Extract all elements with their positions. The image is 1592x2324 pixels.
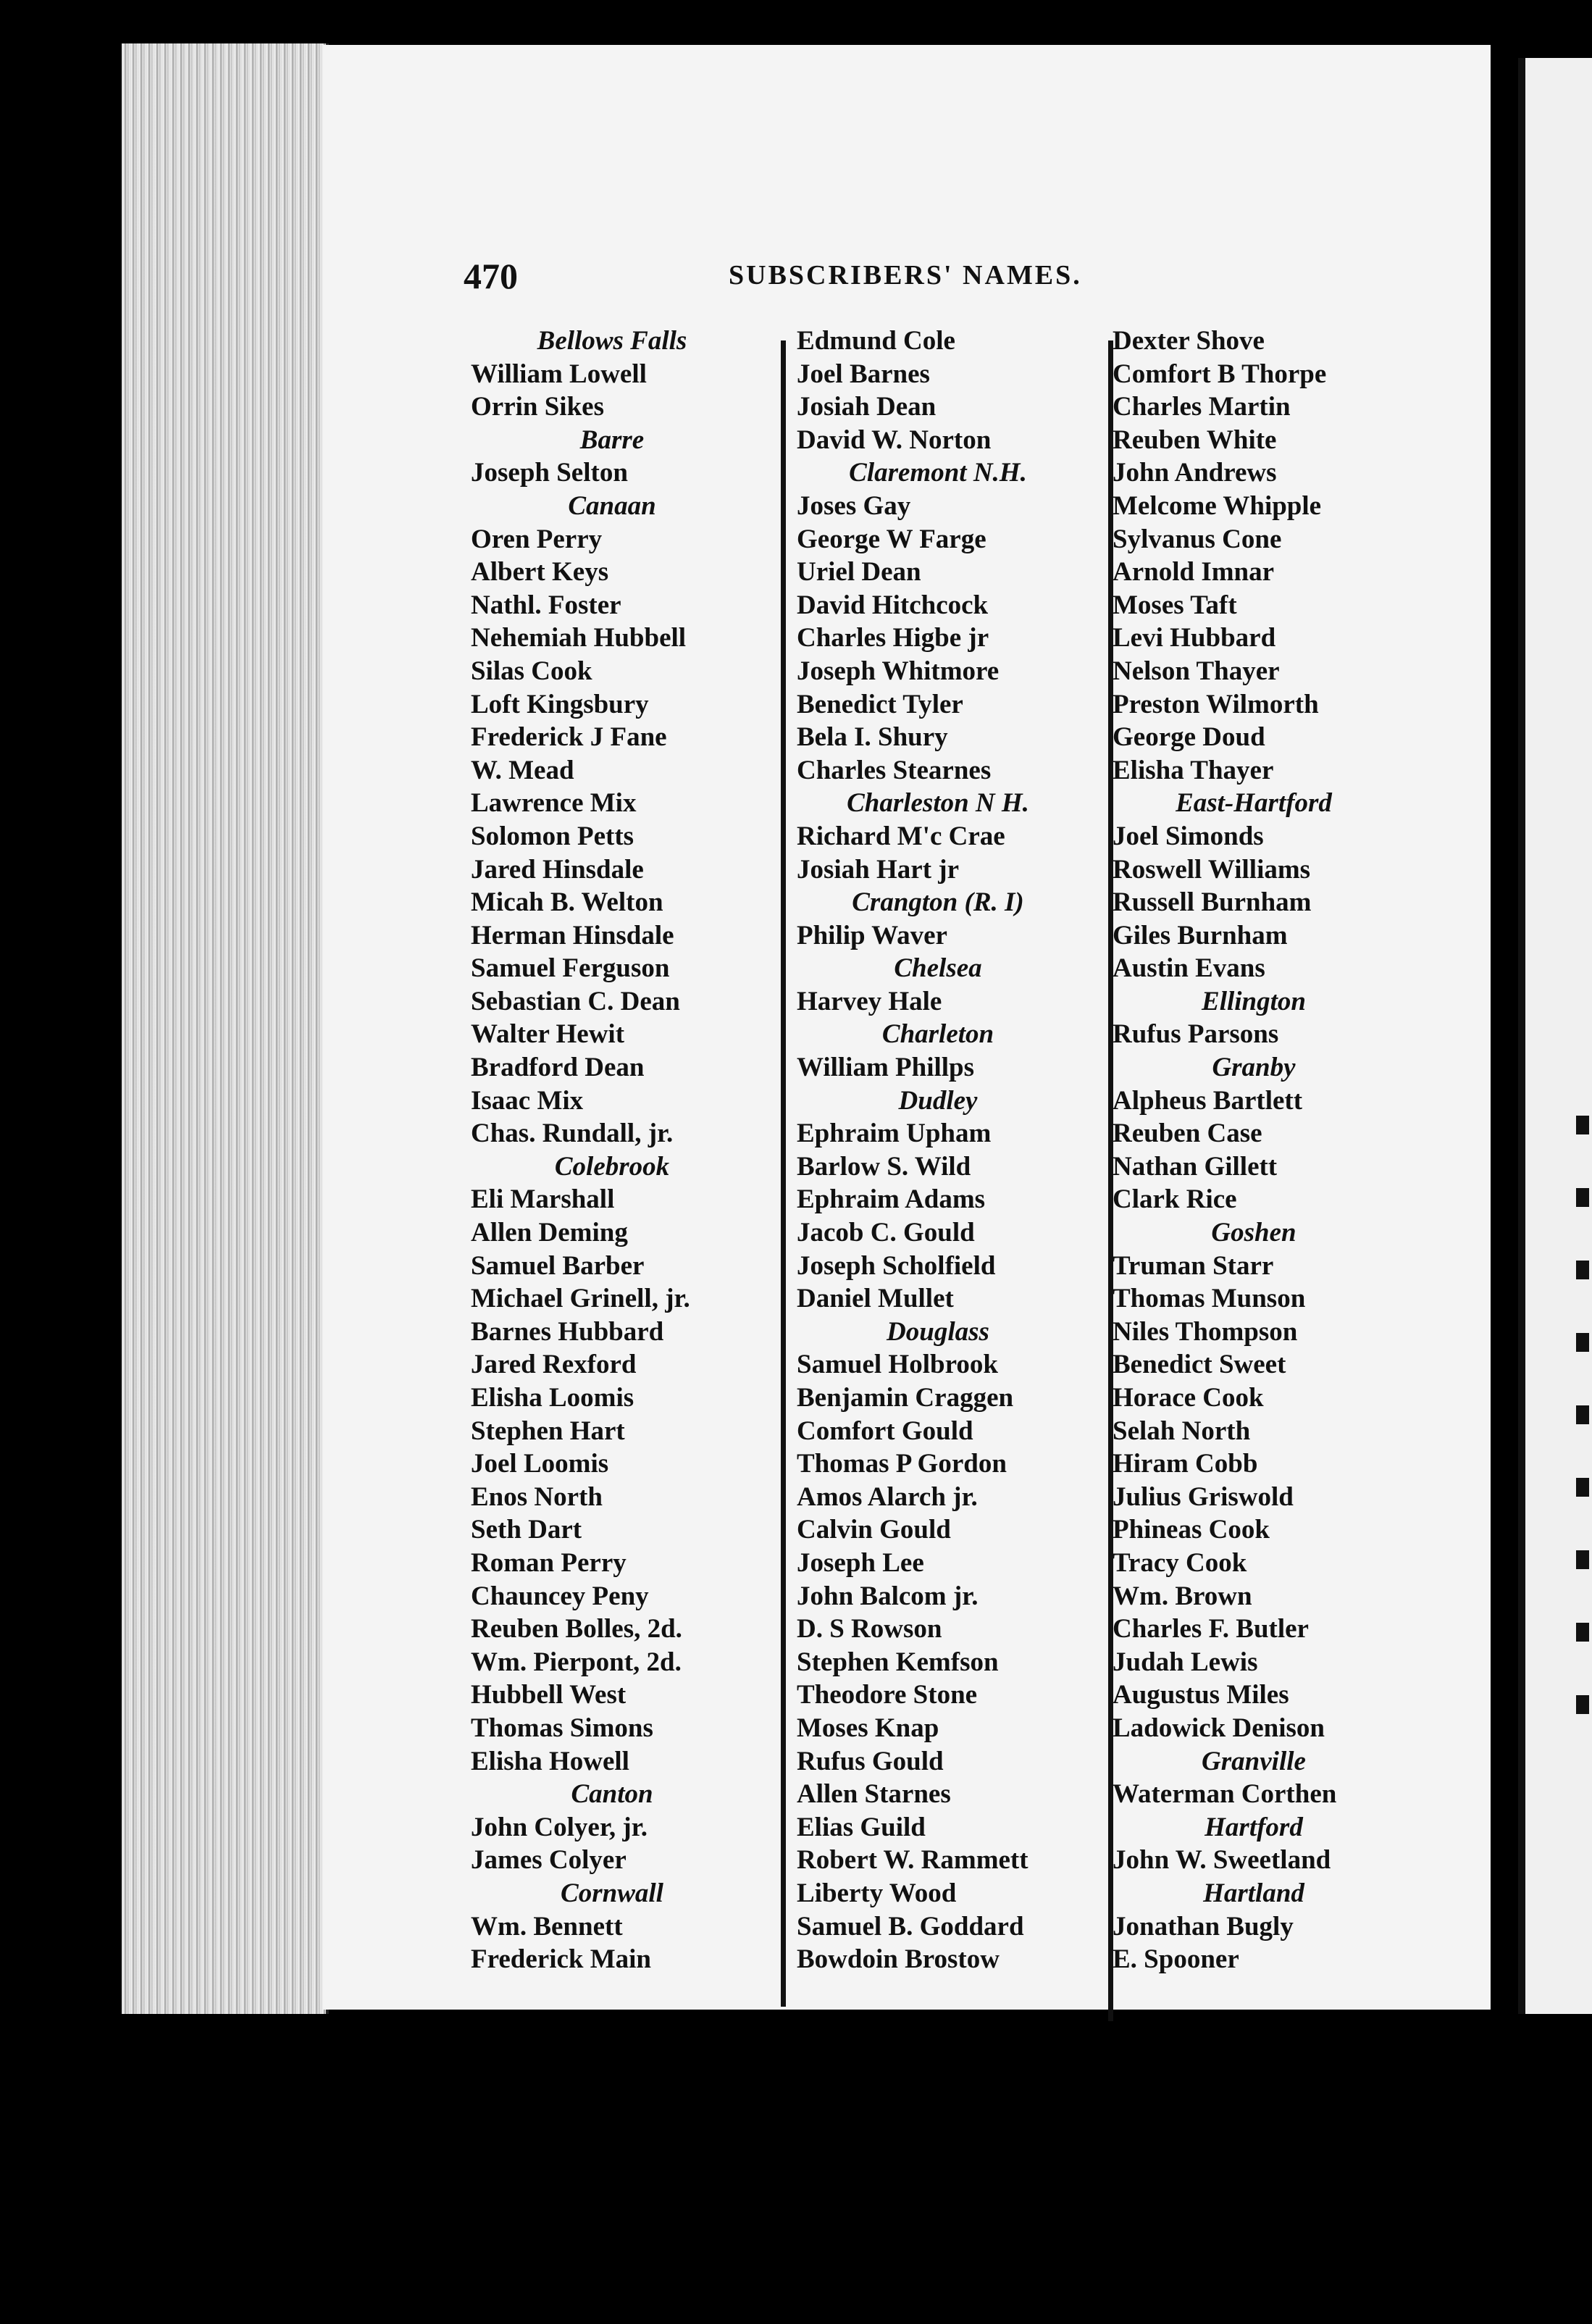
book-fore-edge	[122, 43, 329, 2014]
subscriber-name: David Hitchcock	[797, 590, 989, 620]
subscriber-name: Charles Martin	[1113, 392, 1291, 422]
subscriber-name: Dexter Shove	[1113, 326, 1265, 356]
bleed-through-mark	[1576, 1550, 1589, 1569]
subscriber-name: Joel Loomis	[471, 1449, 609, 1479]
subscriber-name: Wm. Bennett	[471, 1911, 623, 1941]
subscriber-name: Waterman Corthen	[1113, 1779, 1337, 1810]
subscriber-name: Bowdoin Brostow	[797, 1944, 1000, 1975]
subscriber-name: E. Spooner	[1113, 1944, 1239, 1975]
subscriber-name: James Colyer	[471, 1845, 627, 1876]
subscriber-name: Barlow S. Wild	[797, 1151, 971, 1182]
subscriber-name: Moses Knap	[797, 1713, 939, 1743]
subscriber-name: Tracy Cook	[1113, 1547, 1247, 1578]
subscriber-name: John W. Sweetland	[1113, 1845, 1331, 1876]
subscriber-name: Niles Thompson	[1113, 1316, 1298, 1347]
bleed-through-mark	[1576, 1333, 1589, 1352]
subscriber-name: Rufus Parsons	[1113, 1019, 1279, 1050]
subscriber-name: George W Farge	[797, 524, 986, 554]
subscriber-name: Augustus Miles	[1113, 1680, 1289, 1710]
subscriber-name: Charles Stearnes	[797, 755, 992, 785]
subscriber-name: Allen Starnes	[797, 1779, 951, 1810]
place-heading: Granby	[1212, 1053, 1296, 1083]
subscriber-name: William Phillps	[797, 1053, 975, 1083]
subscriber-name: Joel Barnes	[797, 359, 930, 389]
subscriber-name: Samuel Barber	[471, 1250, 645, 1281]
place-heading: Douglass	[887, 1316, 989, 1347]
subscriber-name: Samuel Holbrook	[797, 1350, 998, 1380]
subscriber-name: Russell Burnham	[1113, 887, 1312, 918]
place-heading: Colebrook	[554, 1151, 670, 1182]
subscriber-name: Thomas Munson	[1113, 1284, 1306, 1314]
subscriber-name: Orrin Sikes	[471, 392, 604, 422]
subscriber-name: Michael Grinell, jr.	[471, 1284, 690, 1314]
subscriber-name: Joses Gay	[797, 490, 911, 521]
subscriber-name: Chas. Rundall, jr.	[471, 1119, 674, 1149]
subscriber-name: Allen Deming	[471, 1218, 628, 1248]
bleed-through-mark	[1576, 1405, 1589, 1424]
bleed-through-mark	[1576, 1261, 1589, 1279]
subscriber-name: Ephraim Adams	[797, 1184, 986, 1215]
subscriber-name: Samuel B. Goddard	[797, 1911, 1024, 1941]
subscriber-name: Jacob C. Gould	[797, 1218, 975, 1248]
subscriber-name: Joseph Scholfield	[797, 1250, 996, 1281]
subscriber-name: Sebastian C. Dean	[471, 986, 680, 1016]
subscriber-name: John Balcom jr.	[797, 1581, 979, 1611]
subscriber-name: Albert Keys	[471, 557, 609, 588]
subscriber-name: Chauncey Peny	[471, 1581, 649, 1611]
subscriber-name: Charles F. Butler	[1113, 1614, 1309, 1644]
subscriber-name: Amos Alarch jr.	[797, 1481, 978, 1512]
subscriber-name: Joseph Lee	[797, 1547, 924, 1578]
subscriber-name: Phineas Cook	[1113, 1515, 1270, 1545]
page-number: 470	[464, 256, 518, 296]
subscriber-name: Isaac Mix	[471, 1085, 584, 1116]
subscriber-name: Thomas Simons	[471, 1713, 653, 1743]
subscriber-name: Lawrence Mix	[471, 788, 637, 819]
subscriber-name: Joseph Selton	[471, 458, 628, 488]
place-heading: Chelsea	[894, 953, 982, 984]
place-heading: Canton	[571, 1779, 653, 1810]
subscriber-name: Benjamin Craggen	[797, 1383, 1014, 1413]
subscriber-name: Seth Dart	[471, 1515, 582, 1545]
subscriber-name: Harvey Hale	[797, 986, 942, 1016]
subscriber-name: Calvin Gould	[797, 1515, 951, 1545]
place-heading: Barre	[579, 425, 645, 455]
subscriber-name: Theodore Stone	[797, 1680, 978, 1710]
running-head: SUBSCRIBERS' NAMES.	[729, 260, 1082, 290]
subscriber-name: Eli Marshall	[471, 1184, 615, 1215]
subscriber-name: Roswell Williams	[1113, 854, 1311, 885]
subscriber-name: Reuben Bolles, 2d.	[471, 1614, 682, 1644]
subscriber-name: Wm. Brown	[1113, 1581, 1252, 1611]
subscriber-name: Sylvanus Cone	[1113, 524, 1282, 554]
subscriber-name: Selah North	[1113, 1416, 1251, 1446]
subscriber-name: Truman Starr	[1113, 1250, 1274, 1281]
subscriber-name: Bradford Dean	[471, 1053, 645, 1083]
subscriber-name: Alpheus Bartlett	[1113, 1085, 1303, 1116]
subscriber-name: Hiram Cobb	[1113, 1449, 1258, 1479]
subscriber-name: Austin Evans	[1113, 953, 1265, 984]
subscriber-name: Reuben White	[1113, 425, 1277, 455]
subscriber-name: Enos North	[471, 1481, 603, 1512]
subscriber-name: David W. Norton	[797, 425, 992, 455]
subscriber-name: Philip Waver	[797, 920, 947, 950]
subscriber-name: Levi Hubbard	[1113, 623, 1276, 653]
subscriber-name: Comfort B Thorpe	[1113, 359, 1327, 389]
subscriber-name: Joel Simonds	[1113, 821, 1264, 851]
subscriber-name: Comfort Gould	[797, 1416, 973, 1446]
subscriber-name: John Colyer, jr.	[471, 1812, 648, 1842]
place-heading: Goshen	[1211, 1218, 1296, 1248]
subscriber-name: Jared Hinsdale	[471, 854, 644, 885]
subscriber-name: Nathl. Foster	[471, 590, 621, 620]
place-heading: Granville	[1202, 1746, 1306, 1776]
subscriber-name: Clark Rice	[1113, 1184, 1237, 1215]
subscriber-name: Daniel Mullet	[797, 1284, 954, 1314]
subscriber-name: Nehemiah Hubbell	[471, 623, 687, 653]
subscriber-name: Samuel Ferguson	[471, 953, 670, 984]
subscriber-name: Stephen Hart	[471, 1416, 625, 1446]
subscriber-name: Roman Perry	[471, 1547, 627, 1578]
subscriber-name: Rufus Gould	[797, 1746, 944, 1776]
bleed-through-mark	[1576, 1695, 1589, 1714]
subscriber-name: Barnes Hubbard	[471, 1316, 664, 1347]
subscriber-name: George Doud	[1113, 722, 1265, 753]
subscriber-name: Hubbell West	[471, 1680, 627, 1710]
bleed-through-mark	[1576, 1478, 1589, 1497]
subscriber-name: Benedict Sweet	[1113, 1350, 1286, 1380]
place-heading: Hartford	[1205, 1812, 1303, 1842]
subscriber-name: Preston Wilmorth	[1113, 689, 1319, 719]
bleed-through-mark	[1576, 1188, 1589, 1207]
subscriber-name: Oren Perry	[471, 524, 603, 554]
place-heading: Dudley	[898, 1085, 978, 1116]
subscriber-name: Moses Taft	[1113, 590, 1237, 620]
place-heading: Bellows Falls	[537, 326, 687, 356]
subscriber-name: Silas Cook	[471, 656, 592, 686]
subscriber-name: Joseph Whitmore	[797, 656, 1000, 686]
subscriber-name: Loft Kingsbury	[471, 689, 649, 719]
subscriber-name: Ladowick Denison	[1113, 1713, 1325, 1743]
subscriber-name: Elisha Howell	[471, 1746, 629, 1776]
subscriber-name: Elisha Loomis	[471, 1383, 634, 1413]
place-heading: Canaan	[568, 490, 656, 521]
subscriber-name: Reuben Case	[1113, 1119, 1262, 1149]
subscriber-name: Josiah Hart jr	[797, 854, 960, 885]
bleed-through-mark	[1576, 1623, 1589, 1642]
subscriber-name: Giles Burnham	[1113, 920, 1288, 950]
page-header	[464, 255, 1130, 298]
subscriber-name: Thomas P Gordon	[797, 1449, 1007, 1479]
place-heading: Hartland	[1203, 1878, 1304, 1908]
subscriber-name: Jared Rexford	[471, 1350, 637, 1380]
subscriber-name: Melcome Whipple	[1113, 490, 1322, 521]
subscriber-name: Benedict Tyler	[797, 689, 963, 719]
subscriber-name: Stephen Kemfson	[797, 1647, 999, 1677]
subscriber-name: Elias Guild	[797, 1812, 926, 1842]
facing-page-edge	[1518, 58, 1592, 2014]
subscriber-name: Robert W. Rammett	[797, 1845, 1028, 1876]
subscriber-column	[471, 325, 782, 1976]
subscriber-name: Judah Lewis	[1113, 1647, 1258, 1677]
bleed-through-mark	[1576, 1116, 1589, 1134]
place-heading: Crangton (R. I)	[852, 887, 1024, 918]
subscriber-name: William Lowell	[471, 359, 647, 389]
subscriber-name: Micah B. Welton	[471, 887, 663, 918]
subscriber-name: W. Mead	[471, 755, 574, 785]
subscriber-column	[797, 325, 1108, 1976]
subscriber-name: Wm. Pierpont, 2d.	[471, 1647, 682, 1677]
subscriber-name: Nathan Gillett	[1113, 1151, 1278, 1182]
subscriber-name: Walter Hewit	[471, 1019, 625, 1050]
subscriber-name: Jonathan Bugly	[1113, 1911, 1294, 1941]
place-heading: Ellington	[1202, 986, 1306, 1016]
place-heading: East-Hartford	[1176, 788, 1332, 819]
subscriber-name: Charles Higbe jr	[797, 623, 989, 653]
subscriber-name: Frederick J Fane	[471, 722, 667, 753]
subscriber-name: Ephraim Upham	[797, 1119, 992, 1149]
subscriber-name: Bela I. Shury	[797, 722, 948, 753]
subscriber-name: Julius Griswold	[1113, 1481, 1294, 1512]
place-heading: Cornwall	[561, 1878, 663, 1908]
subscriber-name: Richard M'c Crae	[797, 821, 1005, 851]
subscriber-name: Josiah Dean	[797, 392, 937, 422]
place-heading: Charleton	[881, 1019, 994, 1050]
subscriber-name: Edmund Cole	[797, 326, 955, 356]
subscriber-name: Herman Hinsdale	[471, 920, 674, 950]
place-heading: Charleston N H.	[847, 788, 1029, 819]
subscriber-name: Horace Cook	[1113, 1383, 1264, 1413]
subscriber-name: Nelson Thayer	[1113, 656, 1280, 686]
subscriber-name: Uriel Dean	[797, 557, 921, 588]
subscriber-column	[1113, 325, 1424, 1976]
subscriber-name: Liberty Wood	[797, 1878, 957, 1908]
subscriber-name: Arnold Imnar	[1113, 557, 1275, 588]
place-heading: Claremont N.H.	[849, 458, 1027, 488]
subscriber-name: Elisha Thayer	[1113, 755, 1274, 785]
subscriber-name: Frederick Main	[471, 1944, 652, 1975]
subscriber-name: D. S Rowson	[797, 1614, 942, 1644]
subscriber-name: Solomon Petts	[471, 821, 634, 851]
subscriber-name: John Andrews	[1113, 458, 1277, 488]
